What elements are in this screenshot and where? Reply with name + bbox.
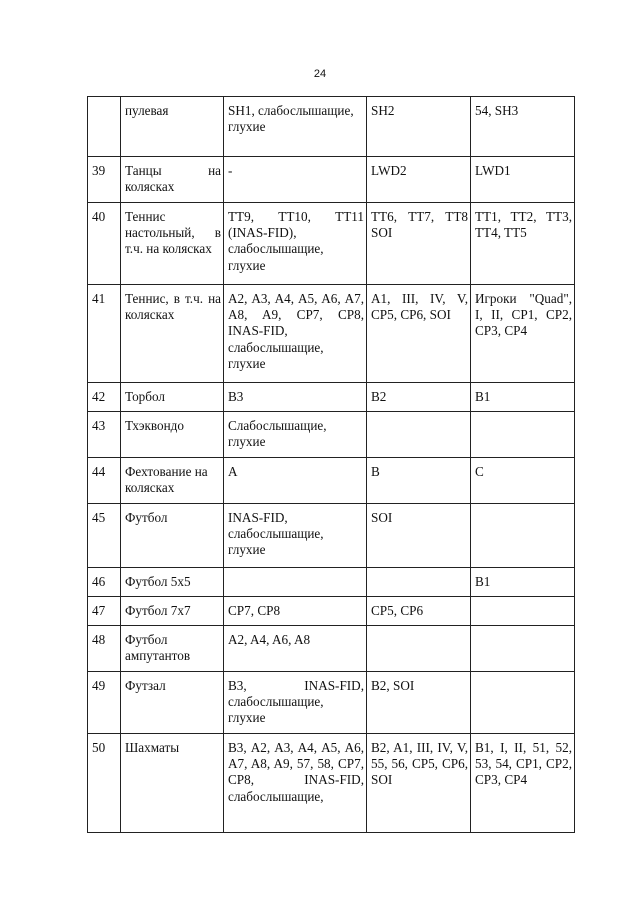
class-col-1: TT9, TT10, TT11 (INAS-FID), слабослышащие, глухие: [224, 203, 367, 285]
table-row: [88, 383, 575, 412]
classification-table: [87, 96, 575, 833]
class-col-1: B3: [224, 383, 367, 412]
class-col-1: B3, INAS-FID, слабослышащие, глухие: [224, 672, 367, 734]
class-col-3: [471, 412, 575, 457]
row-number: [88, 97, 121, 157]
sport-name: Футбол: [121, 503, 224, 567]
class-col-3: 54, SH3: [471, 97, 575, 157]
row-number: 39: [88, 157, 121, 203]
table-row: [88, 567, 575, 596]
class-col-2: SH2: [367, 97, 471, 157]
class-col-3: B1: [471, 567, 575, 596]
class-col-2: CP5, CP6: [367, 596, 471, 625]
class-col-2: B2, A1, III, IV, V, 55, 56, CP5, CP6, SOI: [367, 734, 471, 833]
class-col-1: A2, A3, A4, A5, A6, A7, A8, A9, CP7, CP8, INAS-FID, слабослышащие, глухие: [224, 285, 367, 383]
sport-name: пулевая: [121, 97, 224, 157]
row-number: 41: [88, 285, 121, 383]
class-col-2: [367, 412, 471, 457]
sport-name: Теннис, в т.ч. на колясках: [121, 285, 224, 383]
class-col-1: INAS-FID, слабослышащие, глухие: [224, 503, 367, 567]
class-col-1: CP7, CP8: [224, 596, 367, 625]
sport-name: Тхэквондо: [121, 412, 224, 457]
row-number: 43: [88, 412, 121, 457]
class-col-3: [471, 596, 575, 625]
row-number: 45: [88, 503, 121, 567]
class-col-2: SOI: [367, 503, 471, 567]
class-col-3: Игроки "Quad", I, II, CP1, CP2, CP3, CP4: [471, 285, 575, 383]
class-col-3: [471, 672, 575, 734]
row-number: 46: [88, 567, 121, 596]
row-number: 50: [88, 734, 121, 833]
class-col-3: B1, I, II, 51, 52, 53, 54, CP1, CP2, CP3, CP4: [471, 734, 575, 833]
sport-name: Футзал: [121, 672, 224, 734]
table-row: [88, 97, 575, 157]
sport-name: Футбол 7x7: [121, 596, 224, 625]
class-col-2: [367, 626, 471, 672]
sport-name: Фехтование на колясках: [121, 457, 224, 503]
class-col-1: B3, A2, A3, A4, A5, A6, A7, A8, A9, 57, 58, CP7, CP8, INAS-FID, слабослышащие,: [224, 734, 367, 833]
class-col-2: B2: [367, 383, 471, 412]
row-number: 47: [88, 596, 121, 625]
class-col-3: [471, 503, 575, 567]
table-row: [88, 412, 575, 457]
sport-name: Торбол: [121, 383, 224, 412]
class-col-1: A: [224, 457, 367, 503]
sport-name: Шахматы: [121, 734, 224, 833]
row-number: 40: [88, 203, 121, 285]
table-row: [88, 734, 575, 833]
table-row: [88, 285, 575, 383]
row-number: 42: [88, 383, 121, 412]
class-col-2: B: [367, 457, 471, 503]
class-col-2: A1, III, IV, V, CP5, CP6, SOI: [367, 285, 471, 383]
class-col-3: C: [471, 457, 575, 503]
table-row: [88, 596, 575, 625]
table-row: [88, 457, 575, 503]
table-row: [88, 157, 575, 203]
sport-name: Теннис настольный, в т.ч. на колясках: [121, 203, 224, 285]
sport-name: Футбол ампутантов: [121, 626, 224, 672]
class-col-1: SH1, слабослышащие, глухие: [224, 97, 367, 157]
class-col-1: [224, 567, 367, 596]
row-number: 49: [88, 672, 121, 734]
sport-name: Футбол 5x5: [121, 567, 224, 596]
row-number: 44: [88, 457, 121, 503]
class-col-1: A2, A4, A6, A8: [224, 626, 367, 672]
class-col-3: TT1, TT2, TT3, TT4, TT5: [471, 203, 575, 285]
table-row: [88, 503, 575, 567]
class-col-3: [471, 626, 575, 672]
class-col-2: B2, SOI: [367, 672, 471, 734]
row-number: 48: [88, 626, 121, 672]
class-col-2: [367, 567, 471, 596]
class-col-1: Слабослышащие, глухие: [224, 412, 367, 457]
table-row: [88, 203, 575, 285]
class-col-3: LWD1: [471, 157, 575, 203]
sport-name: Танцы на колясках: [121, 157, 224, 203]
class-col-3: B1: [471, 383, 575, 412]
class-col-1: -: [224, 157, 367, 203]
class-col-2: TT6, TT7, TT8 SOI: [367, 203, 471, 285]
table-row: [88, 672, 575, 734]
class-col-2: LWD2: [367, 157, 471, 203]
table-row: [88, 626, 575, 672]
page-number: 24: [313, 68, 327, 80]
